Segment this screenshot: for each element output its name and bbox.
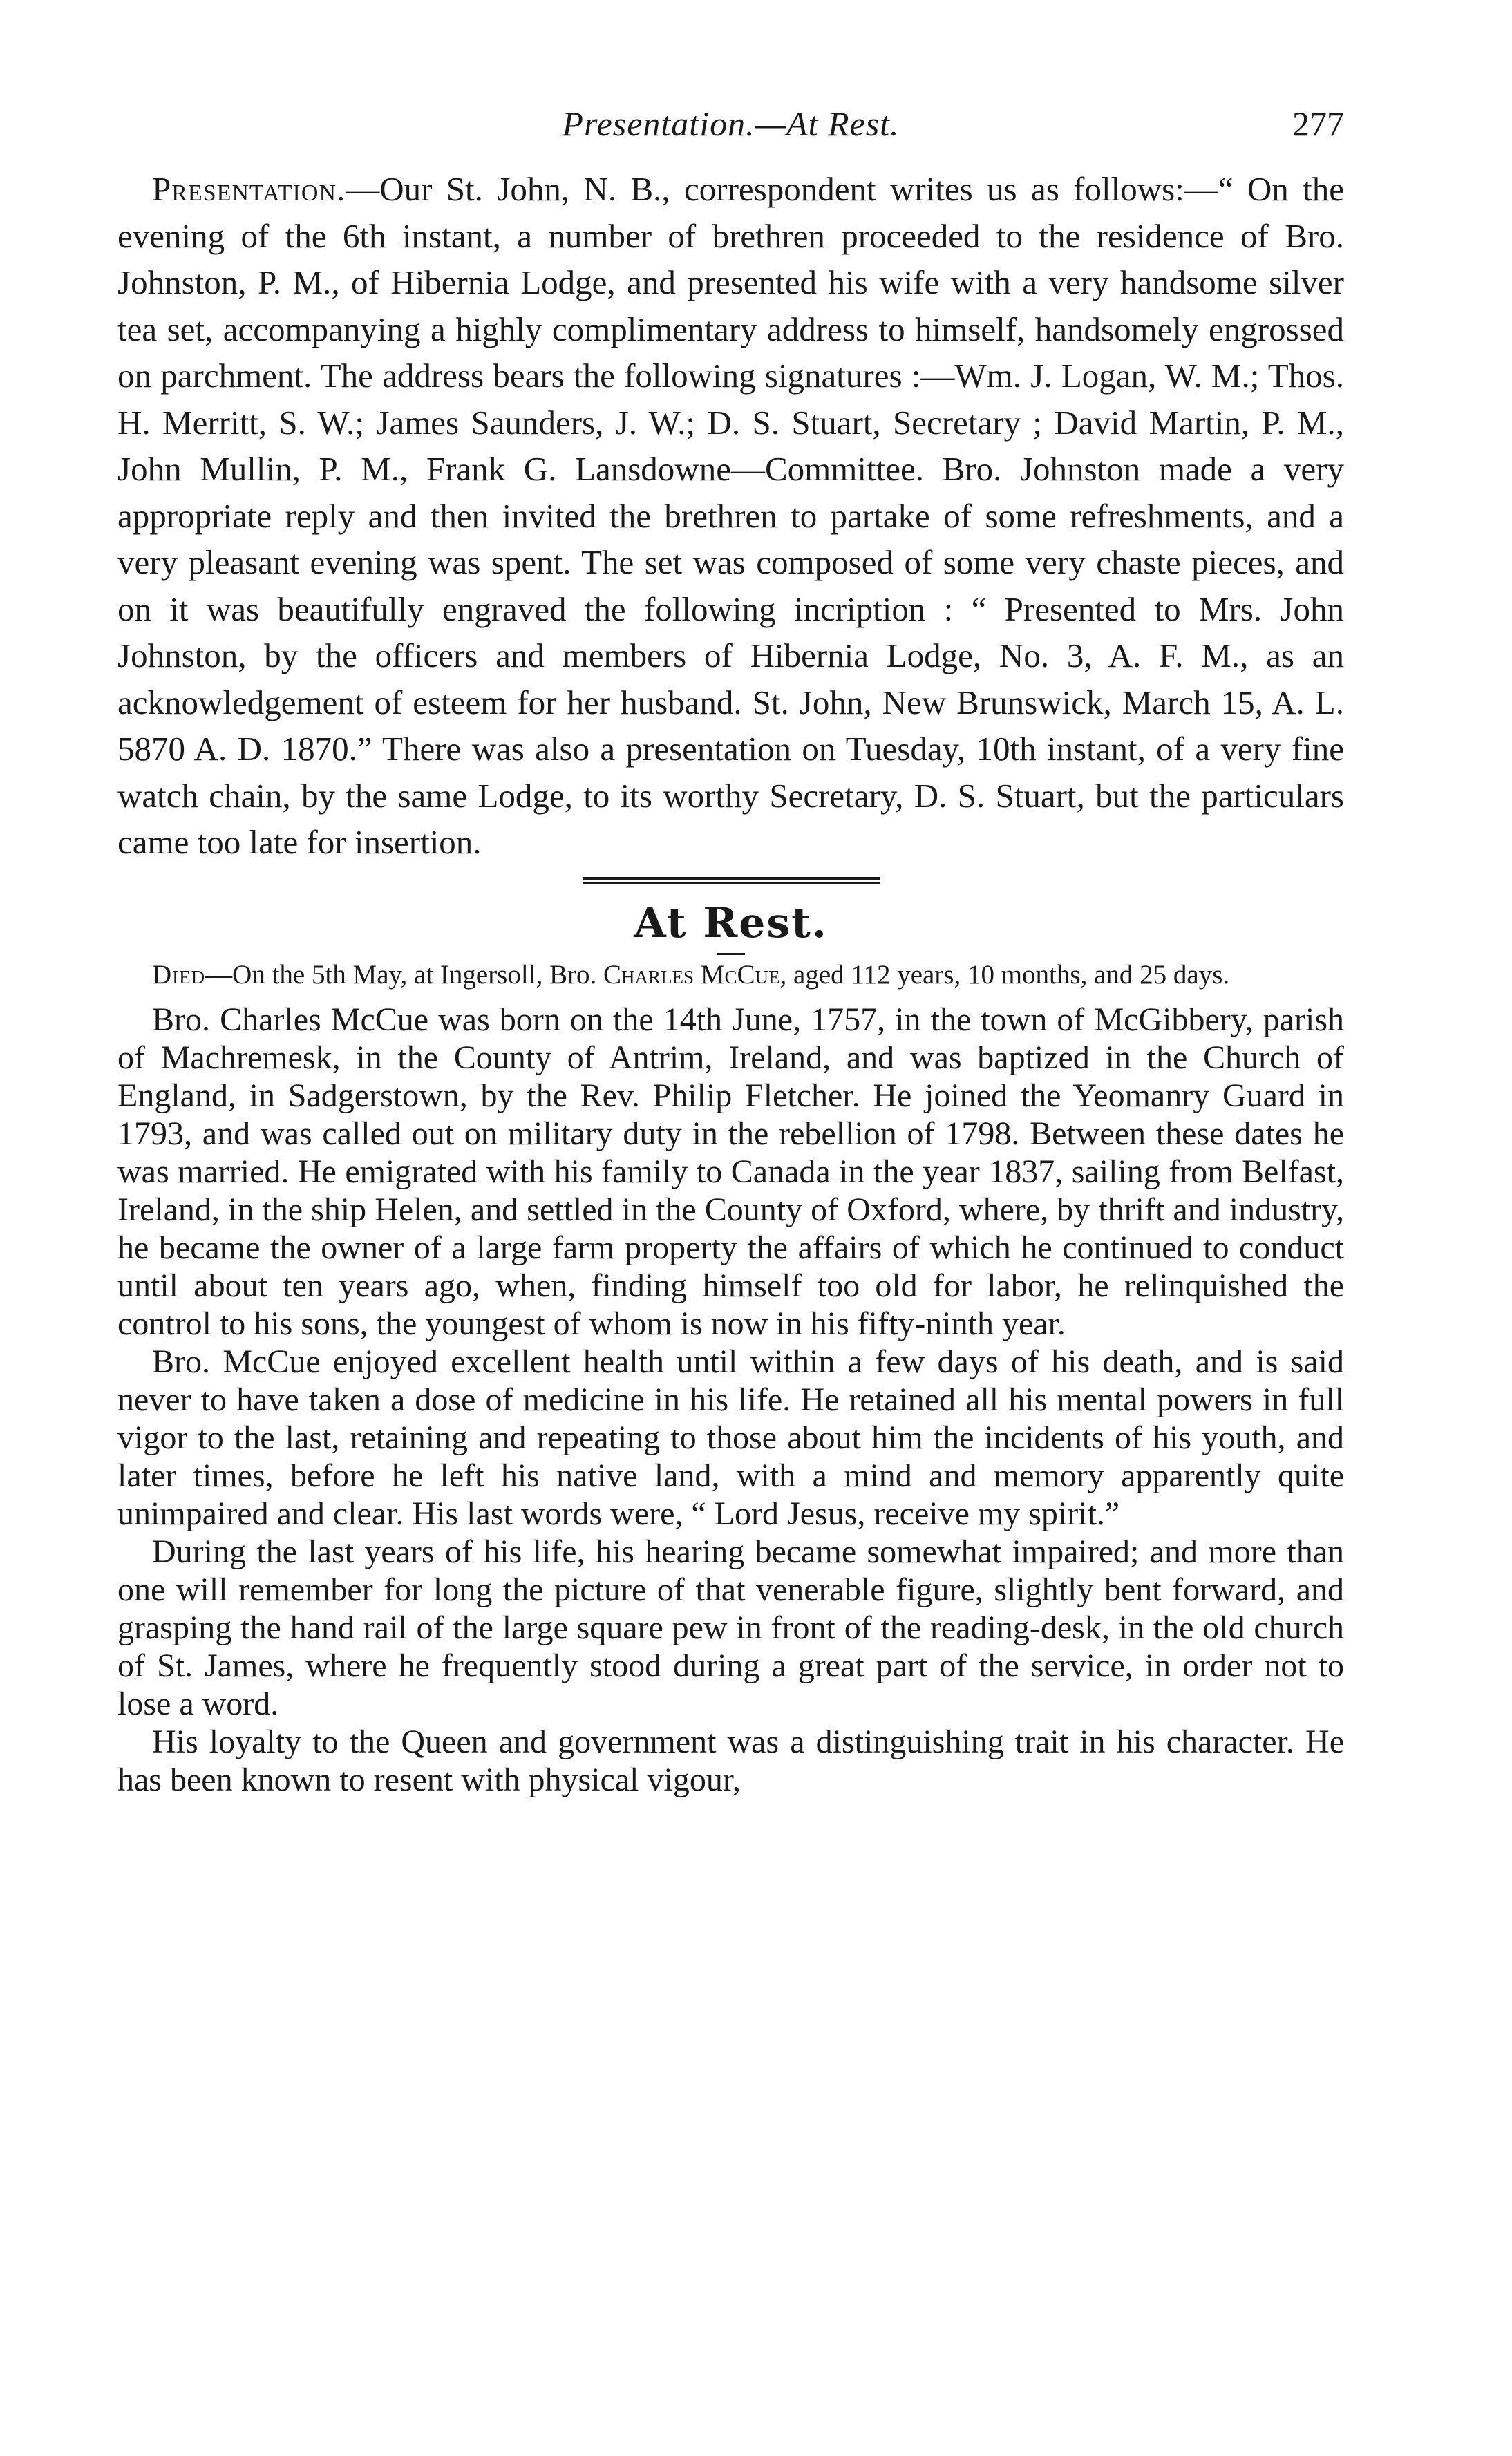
page-number: 277: [1292, 104, 1344, 143]
section-divider: [583, 877, 880, 884]
death-notice-name: Charles McCue: [603, 959, 780, 990]
obituary-paragraph: Bro. McCue enjoyed excellent health until within a few days of his death, and is said never to have taken a dose of medicine in his life. He retained all his mental powers in full vigor to the last, retaining and repeating to those about him the incidents of his youth, and later times, before he left his native land, with a mind and memory apparently quite unimpaired and clear. His last words were, “ Lord Jesus, receive my spirit.”: [117, 1343, 1344, 1532]
presentation-text: —Our St. John, N. B., correspondent writes us as follows:—“ On the evening of the 6th instant, a number of brethren proceeded to the residence of Bro. Johnston, P. M., of Hibernia Lodge, and presented his wife with a very handsome silver tea set, accompanying a highly complimentary address to himself, handsomely engrossed on parchment. The address bears the following signatures :—Wm. J. Logan, W. M.; Thos. H. Merritt, S. W.; James Saunders, J. W.; D. S. Stuart, Secretary ; David Martin, P. M., John Mullin, P. M., Frank G. Lansdowne—Committee. Bro. Johnston made a very appropriate reply and then invited the brethren to partake of some refreshments, and a very pleasant evening was spent. The set was composed of some very chaste pieces, and on it was beautifully engraved the following incription : “ Presented to Mrs. John Johnston, by the officers and members of Hibernia Lodge, No. 3, A. F. M., as an acknowledgement of esteem for her husband. St. John, New Brunswick, March 15, A. L. 5870 A. D. 1870.” There was also a presentation on Tuesday, 10th instant, of a very fine watch chain, by the same Lodge, to its worthy Secretary, D. S. Stuart, but the particulars came too late for insertion.: [117, 170, 1344, 861]
section-title: At Rest.: [634, 898, 828, 947]
presentation-lead: Presentation.: [152, 170, 346, 208]
presentation-paragraph: [117, 166, 1344, 866]
death-notice-lead: Died: [152, 959, 206, 990]
title-underline: [717, 953, 745, 955]
obituary-paragraph: His loyalty to the Queen and government was a distinguishing trait in his character. He has been known to resent with physical vigour,: [117, 1723, 1344, 1798]
running-head: [117, 104, 1344, 166]
death-notice-post: , aged 112 years, 10 months, and 25 days.: [779, 959, 1230, 990]
running-title: Presentation.—At Rest.: [562, 104, 900, 143]
obituary-paragraph: Bro. Charles McCue was born on the 14th June, 1757, in the town of McGibbery, parish of Machremesk, in the County of Antrim, Ireland, and was baptized in the Church of England, in Sadgerstown, by the Rev. Philip Fletcher. He joined the Yeomanry Guard in 1793, and was called out on military duty in the rebellion of 1798. Between these dates he was married. He emigrated with his family to Canada in the year 1837, sailing from Belfast, Ireland, in the ship Helen, and settled in the County of Oxford, where, by thrift and industry, he became the owner of a large farm property the affairs of which he continued to conduct until about ten years ago, when, finding himself too old for labor, he relinquished the control to his sons, the youngest of whom is now in his fifty-ninth year.: [117, 1001, 1344, 1342]
obituary: [117, 1001, 1344, 1799]
death-notice: [117, 959, 1344, 991]
page: [117, 104, 1344, 1799]
death-notice-pre: —On the 5th May, at Ingersoll, Bro.: [205, 959, 597, 990]
obituary-paragraph: During the last years of his life, his hearing became somewhat impaired; and more than one will remember for long the picture of that venerable figure, slightly bent forward, and grasping the hand rail of the large square pew in front of the reading-desk, in the old church of St. James, where he frequently stood during a great part of the service, in order not to lose a word.: [117, 1533, 1344, 1722]
